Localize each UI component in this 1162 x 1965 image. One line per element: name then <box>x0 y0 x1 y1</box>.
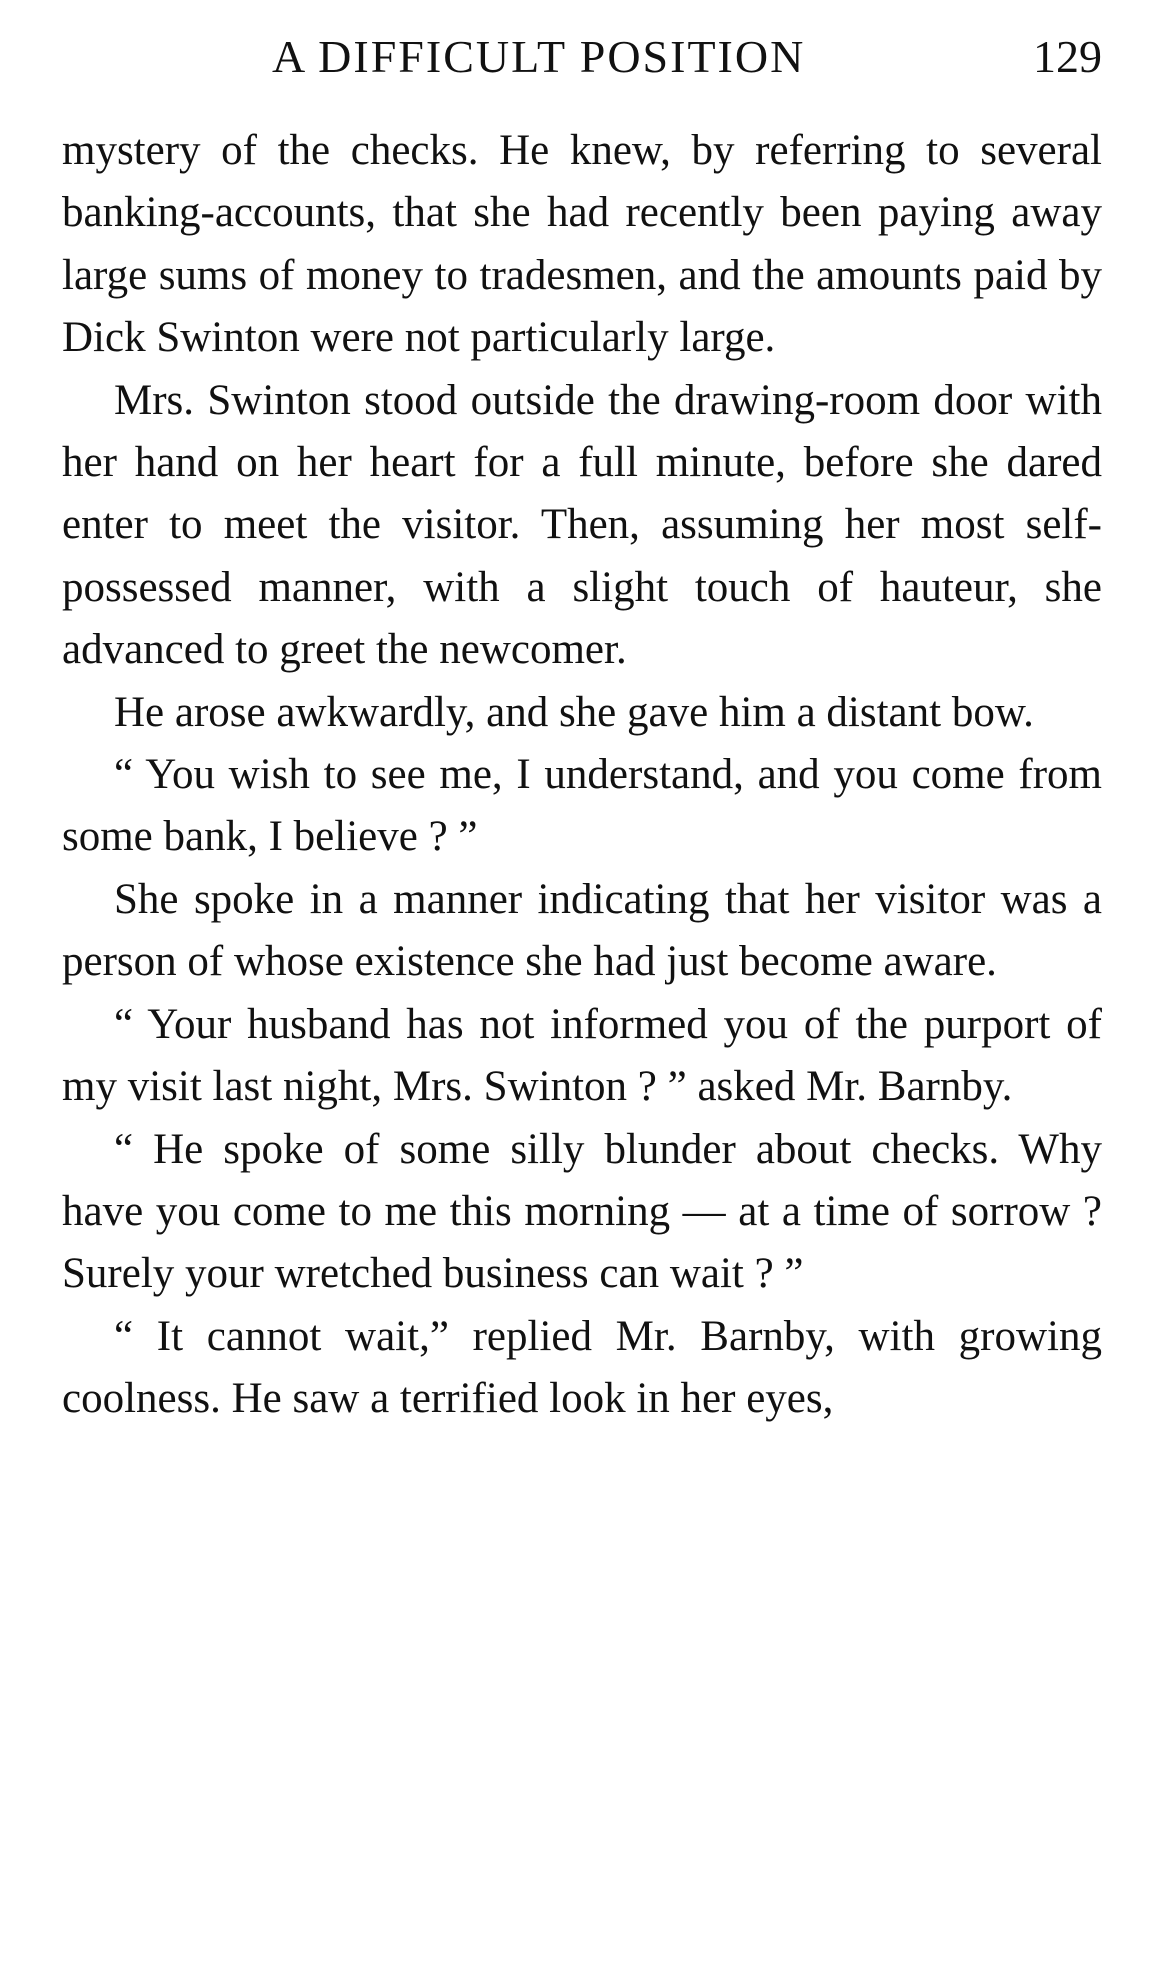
paragraph-continued: mystery of the checks. He knew, by referring to several banking-accounts, that she had recently been paying away large sums of money to tradesmen, and the amounts paid by Dick Swinton were not particularly large. <box>62 127 1102 362</box>
paragraph: Mrs. Swinton stood outside the drawing-room door with her hand on her heart for a full minute, before she dared enter to meet the visitor. Then, assuming her most self-possessed manner, with a slight touch of hauteur, she advanced to greet the newcomer. <box>62 376 1102 674</box>
paragraph-dialogue: “ He spoke of some silly blunder about checks. Why have you come to me this morning — at a time of sorrow ? Surely your wretched business can wait ? ” <box>62 1125 1102 1298</box>
paragraph-dialogue: “ It cannot wait,” replied Mr. Barnby, with growing coolness. He saw a terrified look in her eyes, <box>62 1312 1102 1423</box>
running-title: A DIFFICULT POSITION <box>272 31 806 82</box>
paragraph-dialogue: “ Your husband has not informed you of the purport of my visit last night, Mrs. Swinton ? ” asked Mr. Barnby. <box>62 1000 1102 1111</box>
page-number: 129 <box>1033 31 1102 82</box>
page-header <box>62 22 1102 92</box>
paragraph: He arose awkwardly, and she gave him a distant bow. <box>114 688 1034 736</box>
paragraph-dialogue: “ You wish to see me, I understand, and you come from some bank, I believe ? ” <box>62 751 1102 861</box>
paragraph: She spoke in a manner indicating that her visitor was a person of whose existence she had just become aware. <box>62 875 1102 986</box>
body-text <box>62 120 1102 1431</box>
